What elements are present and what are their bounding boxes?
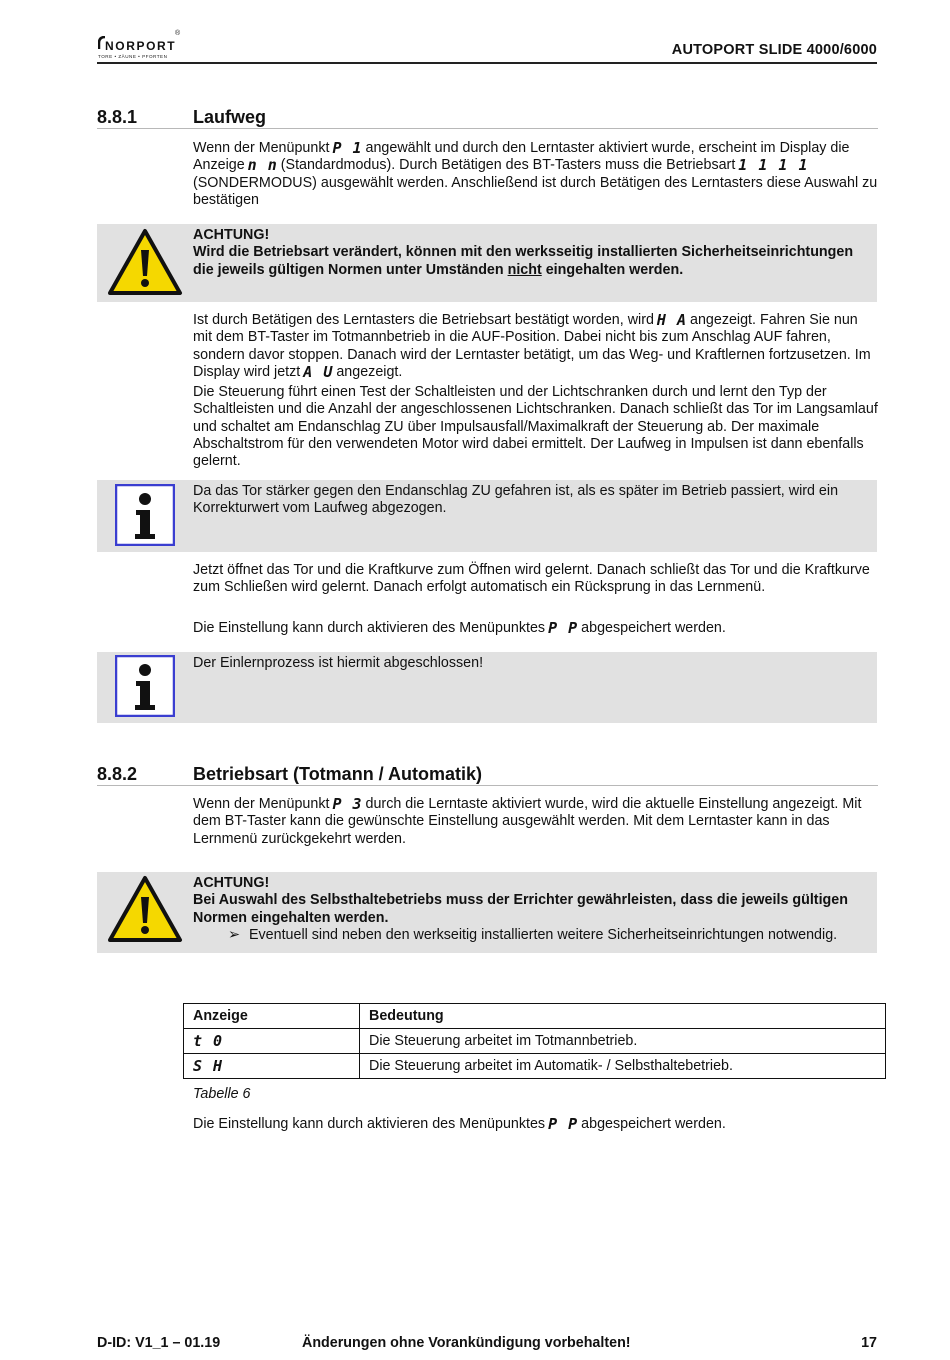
warning-box: [97, 872, 877, 953]
table-row: [184, 1029, 886, 1054]
display-table: [183, 1003, 886, 1079]
info-box: [97, 480, 877, 552]
paragraph-5: Die Einstellung kann durch aktivieren des Menüpunktes P P abgespeichert werden.: [193, 619, 726, 637]
warning-box: [97, 224, 877, 302]
display-code: t 0: [193, 1032, 224, 1050]
warning-text: ACHTUNG! Wird die Betriebsart verändert, können mit den werksseitig installierten Sicherheitseinrichtungen die jeweils gültigen Normen unter Umständen nicht eingehalten werden.: [193, 227, 854, 278]
info-icon: [115, 655, 175, 717]
paragraph-end: Die Einstellung kann durch aktivieren des Menüpunktes P P abgespeichert werden.: [193, 1115, 726, 1133]
paragraph-3: Die Steuerung führt einen Test der Schaltleisten und der Lichtschranken durch und lernt den Typ der Schaltleisten und die Anzahl der angeschlossenen Lichtschranken. Danach schließt das Tor im Langsamlauf und schaltet am Endanschlag ZU über Impulsausfall/Maximalkraft der Steuerung ab. Der maximale Abschaltstrom für den verwendeten Motor wird dabei ermittelt. Der Laufweg in Impulsen ist dann ebenfalls gelernt.: [193, 384, 878, 470]
header-divider: [97, 62, 877, 64]
display-code: A U: [303, 362, 334, 381]
info-box: [97, 652, 877, 723]
paragraph-intro: Wenn der Menüpunkt P 1 angewählt und durch den Lerntaster aktiviert wurde, erscheint im Display die Anzeige n n (Standardmodus). Durch Betätigen des BT-Tasters muss die Betriebsart 1 1 1 1(SONDERMODUS) ausgewählt werden. Anschließend ist durch Betätigen des Lerntasters diese Auswahl zu bestätigen: [193, 139, 878, 208]
document-title: AUTOPORT SLIDE 4000/6000: [671, 42, 877, 58]
table-header: Bedeutung: [360, 1004, 886, 1029]
page-number: 17: [861, 1335, 877, 1351]
logo-word: NORPORT: [105, 39, 177, 53]
section-title: Laufweg: [193, 107, 267, 127]
display-code: P 1: [332, 139, 363, 157]
display-code: P 3: [332, 795, 363, 813]
warning-heading: ACHTUNG!: [193, 875, 270, 891]
table-cell: [184, 1029, 360, 1054]
norport-logo: [98, 30, 186, 62]
warning-triangle-icon: [107, 875, 183, 943]
paragraph-4: Jetzt öffnet das Tor und die Kraftkurve zum Öffnen wird gelernt. Danach schließt das Tor und die Kraftkurve zum Schließen wird gelernt. Danach erfolgt automatisch ein Rücksprung in das Lernmenü.: [193, 562, 870, 596]
paragraph-2: Ist durch Betätigen des Lerntasters die Betriebsart bestätigt worden, wird H A angezeigt. Fahren Sie nun mit dem BT-Taster im Totmannbetrieb in die AUF-Position. Dabei nicht bis zum Anschlag AUF fahren, sondern davor stoppen. Danach wird der Lerntaster betätigt, um das Weg- und Kraftlernen fortzusetzen. Im Display wird jetzt A U angezeigt.: [193, 311, 871, 381]
paragraph-intro: Wenn der Menüpunkt P 3 durch die Lerntaste aktiviert wurde, wird die aktuelle Einstellung angezeigt. Mit dem BT-Taster kann die gewünschte Einstellung ausgewählt werden. Mit dem Lerntaster kann in das Lernmenü zurückgekehrt werden.: [193, 795, 862, 847]
logo-registered: ®: [175, 30, 181, 37]
table-row: [184, 1054, 886, 1079]
info-text: Der Einlernprozess ist hiermit abgeschlossen!: [193, 655, 484, 671]
section-title: Betriebsart (Totmann / Automatik): [193, 764, 483, 784]
info-text: Da das Tor stärker gegen den Endanschlag ZU gefahren ist, als es später im Betrieb passiert, wird ein Korrekturwert vom Laufweg abgezogen.: [193, 483, 839, 517]
table-cell: Die Steuerung arbeitet im Automatik- / Selbsthaltebetrieb.: [360, 1054, 886, 1079]
section-number: 8.8.1: [97, 107, 138, 127]
table-header: Anzeige: [184, 1004, 360, 1029]
display-code: S H: [193, 1057, 224, 1075]
display-code: H A: [656, 311, 688, 329]
bullet-text: Eventuell sind neben den werkseitig installierten weitere Sicherheitseinrichtungen notwendig.: [249, 926, 838, 943]
warning-text: ACHTUNG! Bei Auswahl des Selbsthaltebetriebs muss der Errichter gewährleisten, dass die jeweils gültigen Normen eingehalten werden. ➢ Eventuell sind neben den werkseitig installierten weitere Sicherheitseinrichtungen notwendig.: [193, 875, 848, 943]
table-cell: [184, 1054, 360, 1079]
bullet-arrow-icon: ➢: [228, 926, 240, 943]
warning-triangle-icon: [107, 228, 183, 296]
footer-disclaimer: Änderungen ohne Vorankündigung vorbehalten!: [302, 1335, 631, 1351]
display-code: 1 1 1 1: [738, 156, 809, 175]
info-icon: [115, 484, 175, 546]
warning-heading: ACHTUNG!: [193, 227, 270, 243]
display-code: P P: [548, 619, 579, 637]
table-cell: Die Steuerung arbeitet im Totmannbetrieb.: [360, 1029, 886, 1054]
display-code: P P: [548, 1115, 579, 1133]
display-code: n n: [247, 156, 278, 175]
table-caption: Tabelle 6: [193, 1086, 251, 1102]
footer-document-id: D-ID: V1_1 – 01.19: [97, 1335, 221, 1351]
logo-tagline: TORE • ZÄUNE • PFORTEN: [98, 54, 168, 59]
section-number: 8.8.2: [97, 764, 138, 784]
section-divider: [97, 785, 878, 786]
table-header-row: [184, 1004, 886, 1029]
section-divider: [97, 128, 878, 129]
